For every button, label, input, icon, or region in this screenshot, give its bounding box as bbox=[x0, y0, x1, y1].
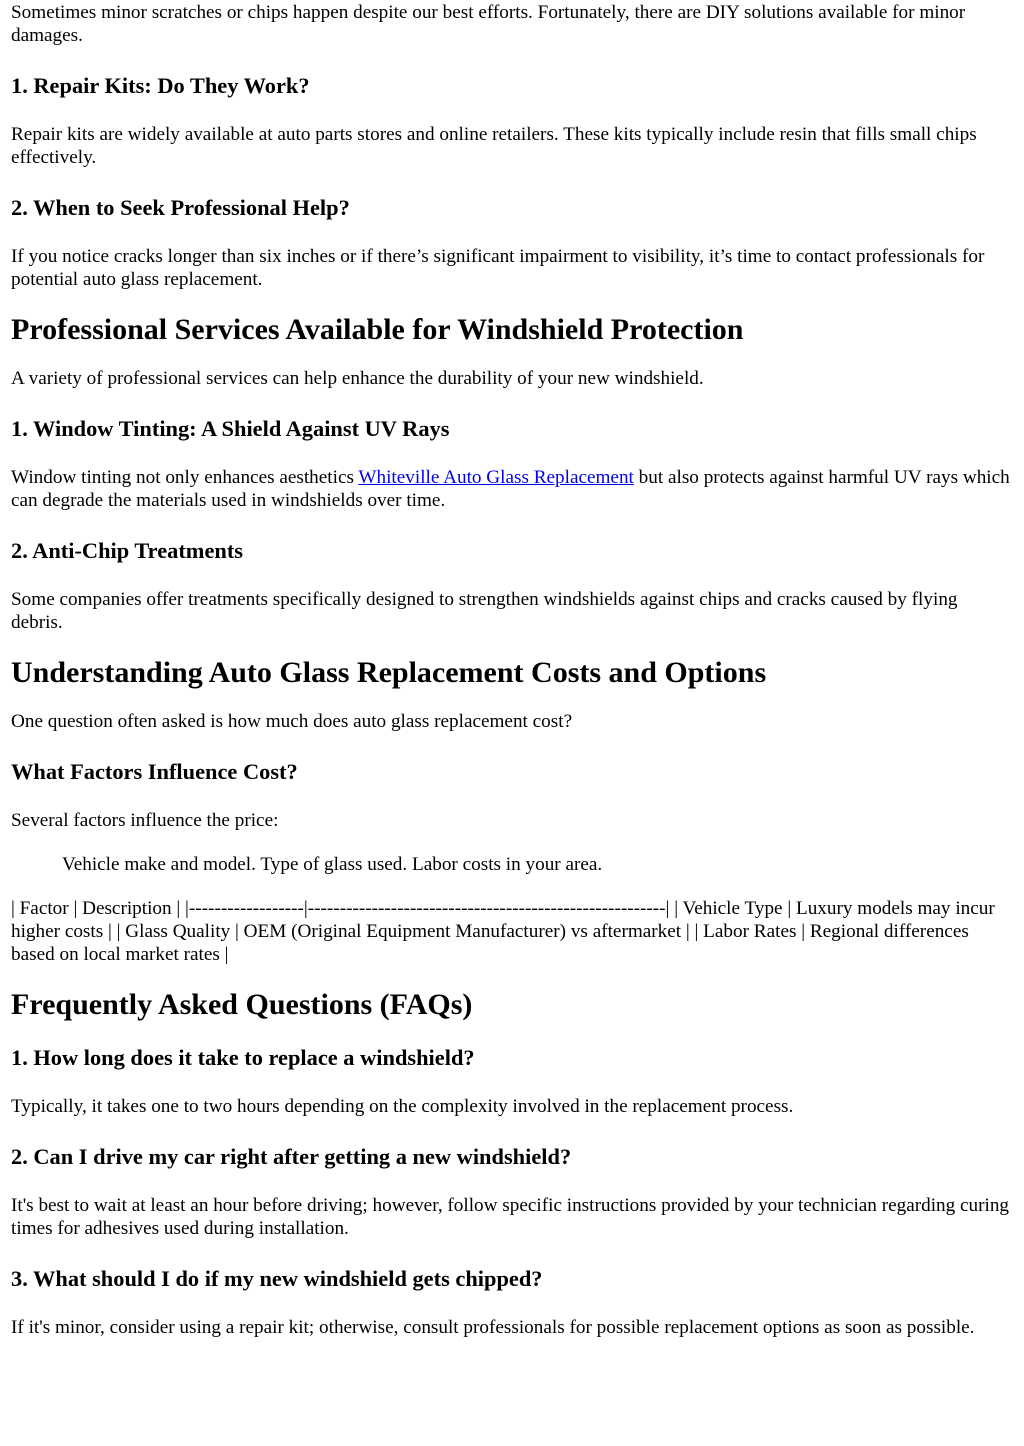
faq-heading: Frequently Asked Questions (FAQs) bbox=[11, 988, 473, 1021]
costs-heading: Understanding Auto Glass Replacement Costs and Options bbox=[11, 656, 767, 689]
factors-heading: What Factors Influence Cost? bbox=[11, 759, 298, 784]
article-content bbox=[11, 0, 1013, 1339]
professional-help-paragraph: If you notice cracks longer than six inches or if there’s significant impairment to visibility, it’s time to contact professionals for potential auto glass replacement. bbox=[11, 246, 985, 290]
faq-question: 1. How long does it take to replace a windshield? bbox=[11, 1045, 475, 1070]
tinting-paragraph bbox=[11, 466, 1013, 512]
factors-list bbox=[11, 853, 1013, 876]
repair-kits-heading: 1. Repair Kits: Do They Work? bbox=[11, 73, 310, 98]
faq-answer: If it's minor, consider using a repair kit; otherwise, consult professionals for possible replacement options as soon as possible. bbox=[11, 1317, 975, 1338]
list-item: Vehicle make and model. bbox=[62, 854, 256, 875]
faq-question: 2. Can I drive my car right after getting a new windshield? bbox=[11, 1144, 572, 1169]
anti-chip-paragraph: Some companies offer treatments specifically designed to strengthen windshields against chips and cracks caused by flying debris. bbox=[11, 589, 958, 633]
list-item: Type of glass used. bbox=[260, 854, 408, 875]
tinting-text-after: but also protects against harmful UV rays which can degrade the materials used in windshields over time. bbox=[11, 467, 1010, 511]
tinting-heading: 1. Window Tinting: A Shield Against UV Rays bbox=[11, 416, 450, 441]
whiteville-auto-glass-link[interactable]: Whiteville Auto Glass Replacement bbox=[358, 467, 634, 488]
protection-heading: Professional Services Available for Windshield Protection bbox=[11, 313, 744, 346]
costs-paragraph: One question often asked is how much does auto glass replacement cost? bbox=[11, 711, 573, 732]
factors-table-text: | Factor | Description | |------------------|--------------------------------------------------------| | Vehicle Type | Luxury models may incur higher costs | | Glass Quality | OEM (Original Equipment Manufacturer) vs aftermarket | | Labor Rates | Regional differences based on local market rates | bbox=[11, 898, 995, 965]
tinting-text-before: Window tinting not only enhances aesthetics bbox=[11, 467, 359, 488]
repair-kits-paragraph: Repair kits are widely available at auto parts stores and online retailers. These kits typically include resin that fills small chips effectively. bbox=[11, 124, 977, 168]
protection-paragraph: A variety of professional services can help enhance the durability of your new windshield. bbox=[11, 368, 704, 389]
anti-chip-heading: 2. Anti-Chip Treatments bbox=[11, 538, 244, 563]
intro-paragraph: Sometimes minor scratches or chips happen despite our best efforts. Fortunately, there are DIY solutions available for minor damages. bbox=[11, 2, 966, 46]
faq-answer: Typically, it takes one to two hours depending on the complexity involved in the replacement process. bbox=[11, 1096, 794, 1117]
factors-intro: Several factors influence the price: bbox=[11, 810, 279, 831]
list-item: Labor costs in your area. bbox=[412, 854, 603, 875]
faq-question: 3. What should I do if my new windshield gets chipped? bbox=[11, 1266, 543, 1291]
professional-help-heading: 2. When to Seek Professional Help? bbox=[11, 195, 350, 220]
faq-answer: It's best to wait at least an hour before driving; however, follow specific instructions provided by your technician regarding curing times for adhesives used during installation. bbox=[11, 1195, 1010, 1239]
